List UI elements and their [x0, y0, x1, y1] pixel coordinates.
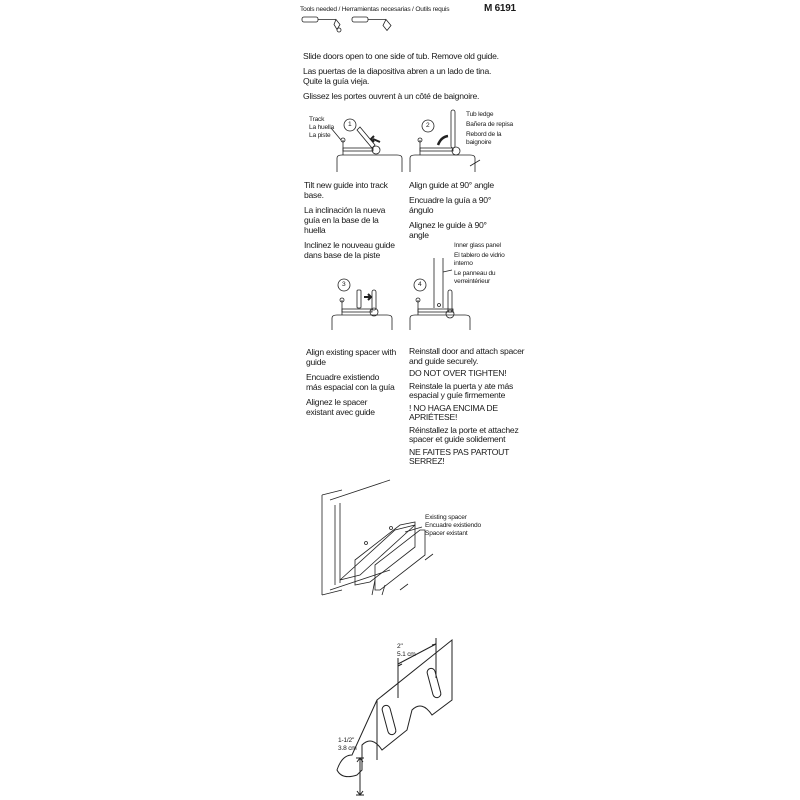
text-fr: Alignez le guide à 90° angle: [409, 220, 487, 240]
width-cm: 5.1 cm: [397, 651, 416, 658]
inner-glass-labels: [454, 242, 514, 286]
width-dimension: [397, 643, 416, 659]
intro-text: [303, 51, 523, 106]
step-3-text: [306, 347, 396, 422]
step-1-text: [304, 180, 399, 265]
text-es: Encuadre existiendo más espacial con la guía: [306, 372, 395, 392]
step-4-number: 4: [418, 281, 422, 288]
label-es: El tablero de vidrio interno: [454, 252, 505, 267]
label-fr: Rebord de la baignoire: [466, 131, 502, 146]
label-en: Track: [309, 116, 325, 123]
height-dimension: [338, 737, 357, 753]
intro-fr: Glissez les portes ouvrent à un côté de baignoire.: [303, 91, 480, 101]
step-3-number: 3: [342, 281, 346, 288]
text-en: Tilt new guide into track base.: [304, 180, 388, 200]
label-en: Tub ledge: [466, 111, 494, 118]
text-fr: Inclinez le nouveau guide dans base de la piste: [304, 240, 395, 260]
step-4-text: [409, 347, 527, 470]
label-fr: Spacer existant: [425, 530, 468, 537]
warning-es: ! NO HAGA ENCIMA DE APRIÉTESE!: [409, 402, 498, 422]
text-es: Encuadre la guía a 90° ángulo: [409, 195, 492, 215]
width-inches: 2": [397, 643, 403, 650]
text-fr: Alignez le spacer existant avec guide: [306, 397, 375, 417]
height-cm: 3.8 cm: [338, 745, 357, 752]
label-fr: Le panneau du verreintérieur: [454, 270, 496, 285]
text-en: Align existing spacer with guide: [306, 347, 396, 367]
label-es: Bañera de repisa: [466, 121, 514, 128]
label-en: Inner glass panel: [454, 242, 501, 249]
label-es: La huella: [309, 124, 334, 131]
step-2-text: [409, 180, 504, 245]
warning-en: DO NOT OVER TIGHTEN!: [409, 368, 507, 378]
model-number: M 6191: [484, 3, 516, 14]
intro-en: Slide doors open to one side of tub. Remove old guide.: [303, 51, 499, 61]
intro-es: Las puertas de la diapositiva abren a un lado de tina. Quite la guía vieja.: [303, 66, 492, 86]
step-1-number: 1: [348, 121, 352, 128]
height-inches: 1-1/2": [338, 737, 355, 744]
text-en: Reinstall door and attach spacer and guide securely.: [409, 346, 525, 366]
tools-needed-label: Tools needed / Herramientas necesarias / Outils requis: [300, 6, 450, 13]
text-fr: Réinstallez la porte et attachez spacer et guide solidement: [409, 424, 519, 444]
tub-ledge-labels: [466, 111, 526, 147]
step-1-diagram: [331, 119, 402, 172]
step-2-number: 2: [426, 122, 430, 129]
label-fr: La piste: [309, 132, 331, 139]
text-en: Align guide at 90° angle: [409, 180, 494, 190]
label-es: Encuadre existiendo: [425, 522, 481, 529]
track-labels: [309, 116, 334, 140]
text-es: La inclinación la nueva guía en la base de la huella: [304, 205, 386, 235]
spacer-exploded-diagram: [322, 480, 433, 595]
step-3-diagram: [332, 279, 392, 330]
guide-part-drawing: [337, 638, 452, 795]
flat-screwdriver-icon: [352, 17, 391, 31]
existing-spacer-labels: [425, 514, 481, 538]
warning-fr: NE FAITES PAS PARTOUT SERREZ!: [409, 446, 509, 466]
label-en: Existing spacer: [425, 514, 467, 521]
phillips-screwdriver-icon: [302, 17, 341, 32]
text-es: Reinstale la puerta y ate más espacial y guíe firmemente: [409, 380, 514, 400]
